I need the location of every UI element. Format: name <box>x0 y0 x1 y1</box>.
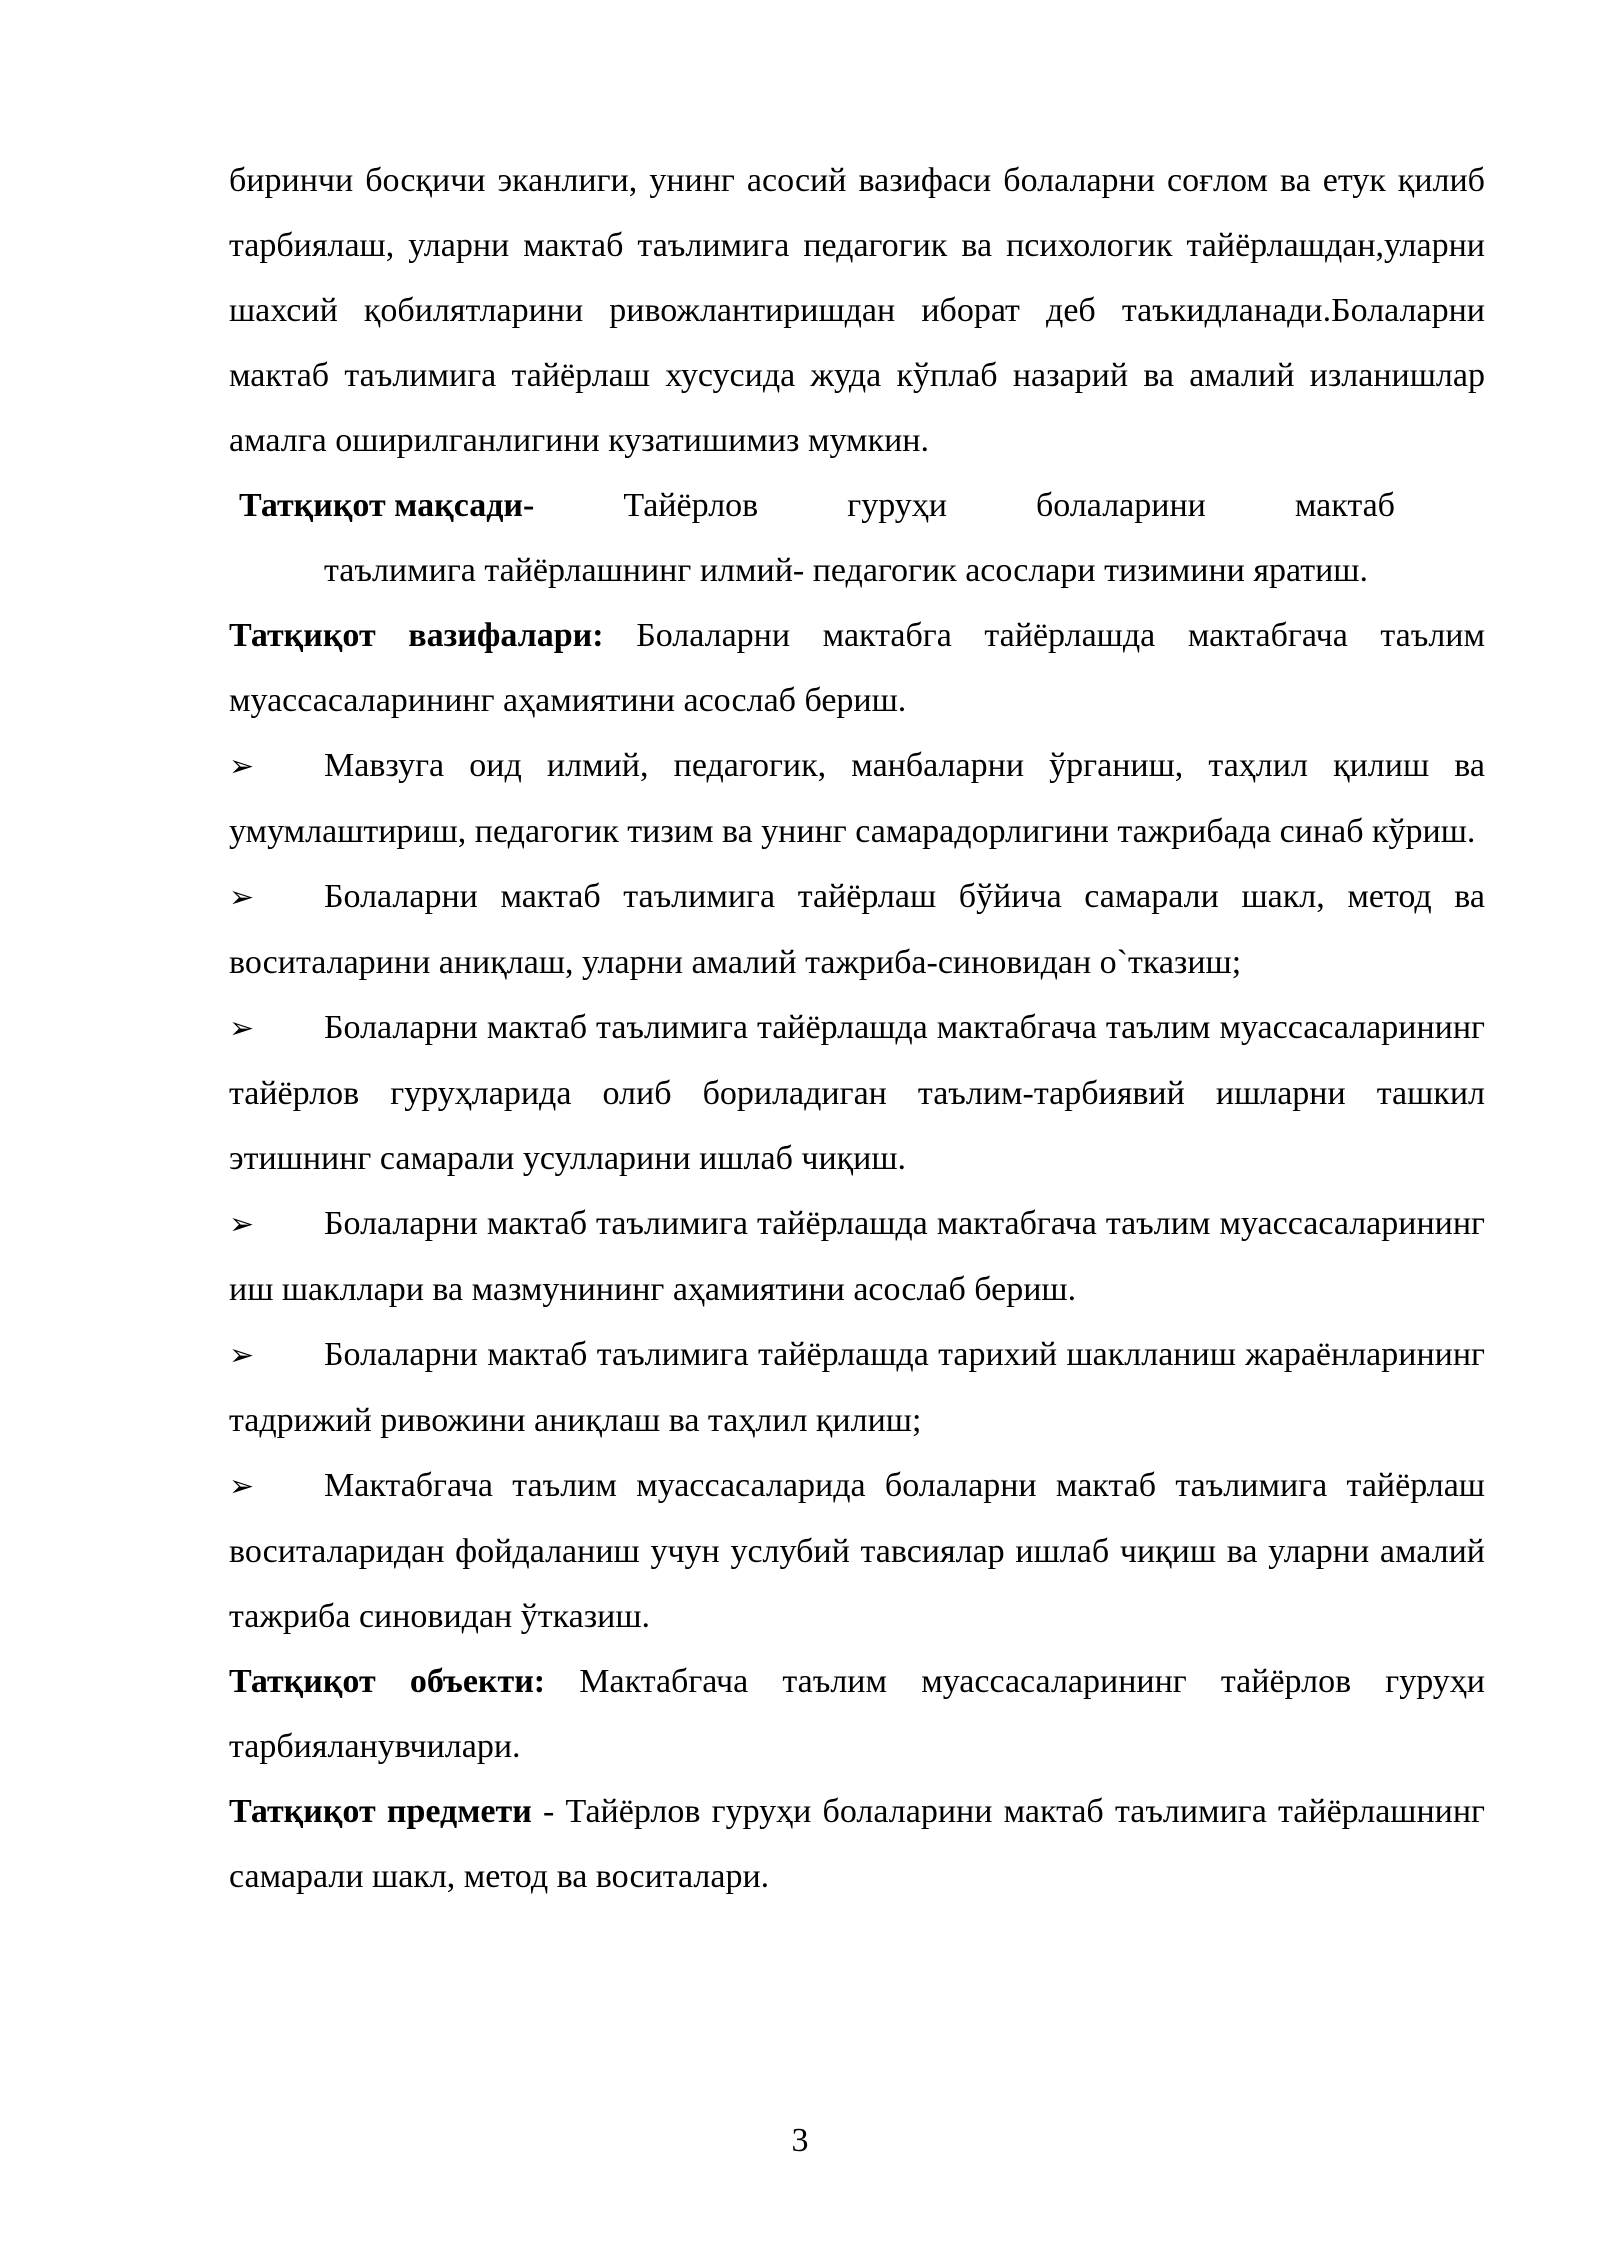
document-page <box>229 148 1485 1909</box>
bullet-text: Болаларни мактаб таълимига тайёрлашда мактабгача таълим муассасаларининг иш шакллари ва мазмунининг аҳамиятини асослаб бериш. <box>229 1205 1485 1308</box>
bullet-item-3 <box>229 995 1485 1191</box>
goal-label: Татқиқот мақсади- <box>239 487 535 524</box>
bullet-text: Болаларни мактаб таълимига тайёрлаш бўйича самарали шакл, метод ва воситаларини аниқлаш, уларни амалий тажриба-синовидан о`тказиш; <box>229 878 1485 981</box>
goal-word-1: Тайёрлов <box>623 487 759 524</box>
arrowhead-bullet-icon: ➢ <box>229 1207 255 1242</box>
tasks-text: Болаларни мактабга тайёрлашда мактабгача таълим муассасаларининг аҳамиятини асослаб бериш. <box>229 617 1486 719</box>
bullet-item-1 <box>229 733 1485 864</box>
object-paragraph <box>229 1649 1485 1779</box>
bullet-text: Болаларни мактаб таълимига тайёрлашда тарихий шаклланиш жараёнларининг тадрижий ривожини аниқлаш ва таҳлил қилиш; <box>229 1336 1485 1439</box>
object-label: Татқиқот объекти: <box>229 1663 546 1700</box>
bullet-item-6 <box>229 1453 1485 1649</box>
bullet-text: Мактабгача таълим муассасаларида болаларни мактаб таълимига тайёрлаш воситаларидан фойдаланиш учун услубий тавсиялар ишлаб чиқиш ва уларни амалий тажриба синовидан ўтказиш. <box>229 1467 1485 1635</box>
bullet-text: Болаларни мактаб таълимига тайёрлашда мактабгача таълим муассасаларининг тайёрлов гуруҳларида олиб бориладиган таълим-тарбиявий ишларни ташкил этишнинг самарали усулларини ишлаб чиқиш. <box>229 1009 1485 1177</box>
page-number: 3 <box>791 2122 809 2159</box>
intro-paragraph: биринчи босқичи эканлиги, унинг асосий вазифаси болаларни соғлом ва етук қилиб тарбиялаш, уларни мактаб таълимига педагогик ва психологик тайёрлашдан,уларни шахсий қобилятларини ривожлантиришдан иборат деб таъкидланади.Болаларни мактаб таълимига тайёрлаш хусусида жуда кўплаб назарий ва амалий изланишлар амалга оширилганлигини кузатишимиз мумкин. <box>229 162 1485 459</box>
subject-paragraph <box>229 1779 1485 1909</box>
arrowhead-bullet-icon: ➢ <box>229 749 255 784</box>
goal-paragraph <box>229 473 1485 603</box>
bullet-item-2 <box>229 864 1485 995</box>
goal-continuation: таълимига тайёрлашнинг илмий- педагогик асослари тизимини яратиш. <box>324 552 1368 589</box>
subject-label: Татқиқот предмети <box>229 1793 532 1830</box>
bullet-item-4 <box>229 1191 1485 1322</box>
arrowhead-bullet-icon: ➢ <box>229 1338 255 1373</box>
goal-word-4: мактаб <box>1294 487 1395 524</box>
bullet-item-5 <box>229 1322 1485 1453</box>
bullet-text: Мавзуга оид илмий, педагогик, манбаларни ўрганиш, таҳлил қилиш ва умумлаштириш, педагогик тизим ва унинг самарадорлигини тажрибада синаб кўриш. <box>229 747 1485 850</box>
object-text: Мактабгача таълим муассасаларининг тайёрлов гуруҳи тарбияланувчилари. <box>229 1663 1485 1765</box>
subject-text: - Тайёрлов гуруҳи болаларини мактаб таълимига тайёрлашнинг самарали шакл, метод ва воситалари. <box>229 1793 1485 1895</box>
tasks-paragraph <box>229 603 1485 733</box>
arrowhead-bullet-icon: ➢ <box>229 1469 255 1504</box>
goal-word-2: гуруҳи <box>847 487 947 524</box>
tasks-label: Татқиқот вазифалари: <box>229 617 604 654</box>
goal-first-line <box>229 473 1485 538</box>
arrowhead-bullet-icon: ➢ <box>229 880 255 915</box>
arrowhead-bullet-icon: ➢ <box>229 1011 255 1046</box>
goal-word-3: болаларини <box>1035 487 1206 524</box>
